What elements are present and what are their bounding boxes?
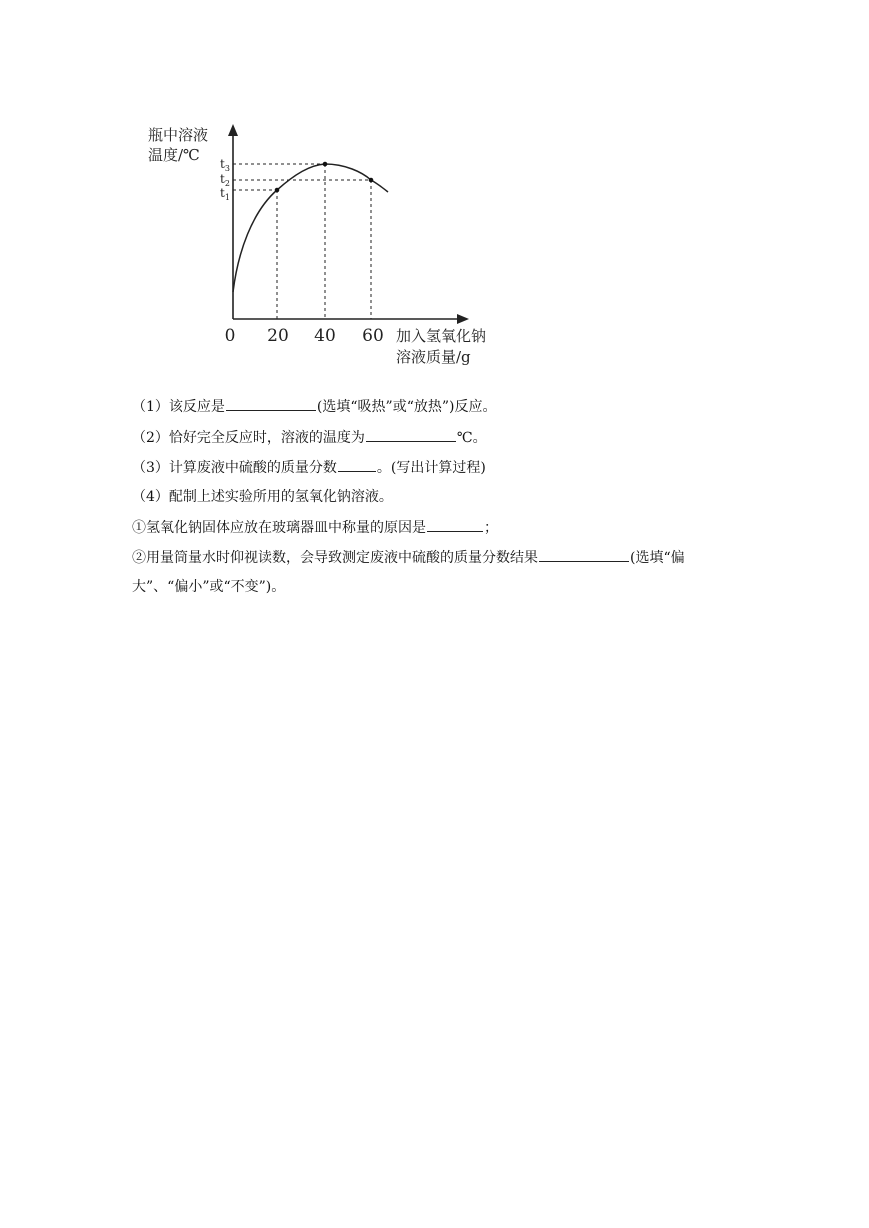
xlabel-line1: 加入氢氧化钠 <box>396 327 487 345</box>
question-4-2 <box>132 547 685 568</box>
q6-text-post: (选填“偏 <box>630 550 685 566</box>
temperature-curve <box>233 164 388 292</box>
question-4 <box>132 487 393 507</box>
q1-answer-blank[interactable] <box>226 396 316 411</box>
q6-answer-blank[interactable] <box>539 547 629 562</box>
q2-text-pre: （2）恰好完全反应时，溶液的温度为 <box>132 430 365 446</box>
q5-answer-blank[interactable] <box>427 517 483 532</box>
q3-text-post: 。(写出计算过程) <box>376 460 486 476</box>
y-axis-arrow <box>228 124 238 136</box>
q2-answer-blank[interactable] <box>366 427 456 442</box>
x-tick-0: 0 <box>224 326 236 346</box>
point-x60 <box>369 178 374 183</box>
question-1 <box>132 396 496 417</box>
x-tick-40: 40 <box>314 326 336 346</box>
q3-answer-blank[interactable] <box>338 457 376 472</box>
point-x40 <box>323 162 328 167</box>
q3-text-pre: （3）计算废液中硫酸的质量分数 <box>132 460 337 476</box>
q1-text-pre: （1）该反应是 <box>132 399 225 415</box>
q2-text-post: ℃。 <box>456 430 487 446</box>
y-tick-t3: $t_3$ <box>220 157 230 173</box>
temperature-chart <box>130 112 530 382</box>
q4-text: （4）配制上述实验所用的氢氧化钠溶液。 <box>132 489 393 505</box>
x-tick-60: 60 <box>362 326 384 346</box>
q1-text-post: (选填“吸热”或“放热”)反应。 <box>316 399 497 415</box>
question-2 <box>132 427 487 448</box>
question-4-1 <box>132 517 498 538</box>
ylabel-line1: 瓶中溶液 <box>148 126 209 144</box>
x-tick-20: 20 <box>267 326 289 346</box>
y-tick-t1: $t_1$ <box>220 186 230 202</box>
question-3 <box>132 457 486 478</box>
ylabel-line2: 温度/℃ <box>148 146 200 164</box>
q6-text-line2: 大”、“偏小”或“不变”)。 <box>132 579 286 595</box>
point-x20 <box>275 188 280 193</box>
q5-text-post: ； <box>484 520 498 536</box>
q6-text-pre: ②用量筒量水时仰视读数，会导致测定废液中硫酸的质量分数结果 <box>132 550 538 566</box>
xlabel-line2: 溶液质量/g <box>396 348 471 366</box>
q5-text-pre: ①氢氧化钠固体应放在玻璃器皿中称量的原因是 <box>132 520 426 536</box>
x-axis-arrow <box>457 314 469 324</box>
question-4-2-continued <box>132 577 285 597</box>
y-tick-t2: $t_2$ <box>220 172 230 188</box>
